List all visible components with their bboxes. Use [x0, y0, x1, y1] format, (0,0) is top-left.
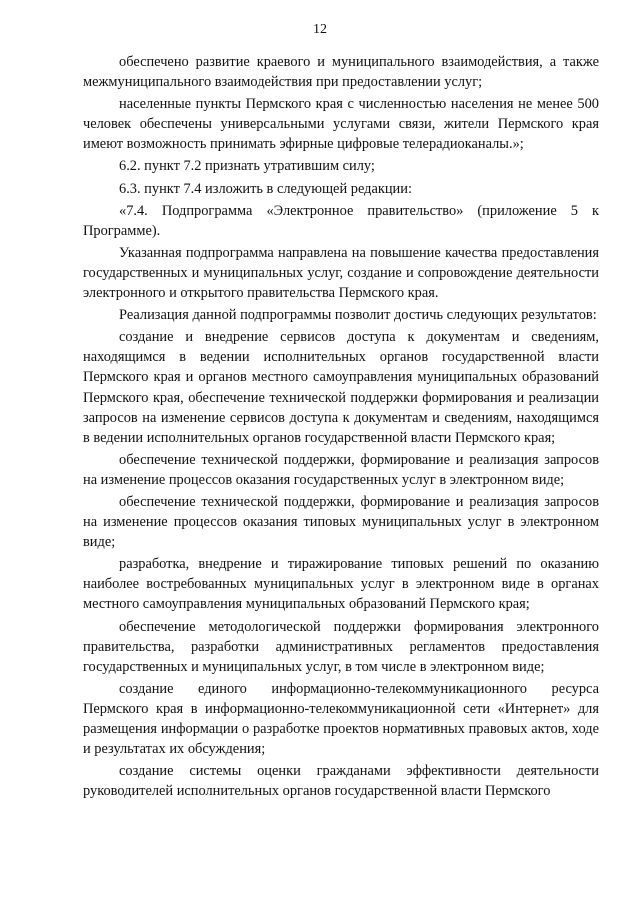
document-body [83, 52, 599, 803]
paragraph-item-6-3: 6.3. пункт 7.4 изложить в следующей редакции: [119, 180, 412, 197]
paragraph-item-6-2: 6.2. пункт 7.2 признать утратившим силу; [119, 158, 375, 175]
paragraph-subprogram-purpose: Указанная подпрограмма направлена на повышение качества предоставления государственных и муниципальных услуг, создание и сопровождение деятельности электронного и открытого правительства Пермского края. [83, 244, 599, 302]
paragraph-cooperation: обеспечено развитие краевого и муниципального взаимодействия, а также межмуниципального взаимодействия при предоставлении услуг; [83, 54, 599, 91]
paragraph-communication: населенные пункты Пермского края с численностью населения не менее 500 человек обеспечены универсальными услугами связи, жители Пермского края имеют возможность принимать эфирные цифровые телерадиоканалы.»; [83, 96, 599, 153]
paragraph-evaluation-system: создание системы оценки гражданами эффективности деятельности руководителей исполнительных органов государственной власти Пермского [83, 763, 599, 800]
paragraph-municipal-services-support: обеспечение технической поддержки, формирование и реализация запросов на изменение процессов оказания типовых муниципальных услуг в электронном виде; [83, 493, 599, 551]
paragraph-state-services-support: обеспечение технической поддержки, формирование и реализация запросов на изменение процессов оказания государственных услуг в электронном виде; [83, 451, 599, 488]
paragraph-internet-resource: создание единого информационно-телекоммуникационного ресурса Пермского края в информационно-телекоммуникационной сети «Интернет» для размещения информации о разработке проектов нормативных правовых актов, ходе и результатах их обсуждения; [83, 680, 599, 758]
paragraph-typical-solutions: разработка, внедрение и тиражирование типовых решений по оказанию наиболее востребованных муниципальных услуг в электронном виде в органах местного самоуправления муниципальных образований Пермского края; [83, 556, 599, 613]
page-number: 12 [313, 22, 327, 37]
paragraph-methodological-support: обеспечение методологической поддержки формирования электронного правительства, разработки административных регламентов предоставления государственных и муниципальных услуг, в том числе в электронном виде; [83, 618, 599, 675]
paragraph-results-intro: Реализация данной подпрограммы позволит достичь следующих результатов: [119, 307, 597, 324]
paragraph-subprogram-7-4: «7.4. Подпрограмма «Электронное правительство» (приложение 5 к Программе). [83, 202, 599, 239]
paragraph-access-services: создание и внедрение сервисов доступа к документам и сведениям, находящимся в ведении исполнительных органов государственной власти Пермского края и органов местного самоуправления муниципальных образований Пермского края, обеспечение технической поддержки формирования и реализации запросов на изменение сервисов доступа к документам и сведениям, находящимся в ведении исполнительных органов государственной власти Пермского края; [83, 329, 599, 446]
